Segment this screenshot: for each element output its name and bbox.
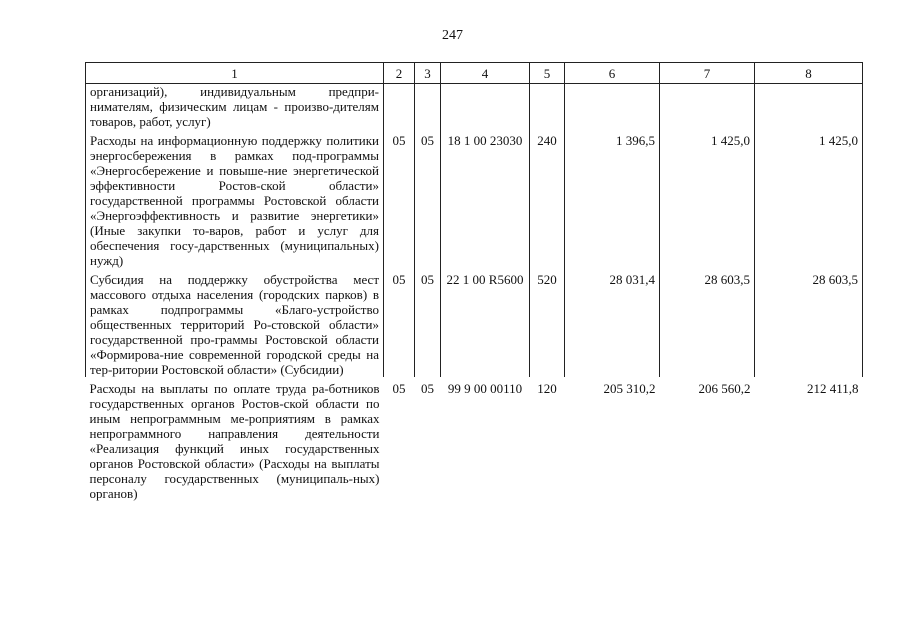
row-amount-year1: [565, 84, 660, 130]
row-amount-year1: 205 310,2: [603, 381, 656, 396]
row-section-code: 05: [392, 381, 406, 396]
row-section-code: 05: [384, 129, 415, 268]
row-subsection-code: 05: [415, 268, 441, 377]
table-row: [86, 129, 863, 268]
header-cell-4: 4: [441, 63, 530, 84]
row-amount-year1: 1 396,5: [565, 129, 660, 268]
row-section-code: 05: [384, 268, 415, 377]
row-expense-type: 520: [530, 268, 565, 377]
row-subsection-code: 05: [421, 381, 434, 396]
row-amount-year3: 1 425,0: [755, 129, 863, 268]
row-expense-type: 120: [537, 381, 557, 396]
page-number: 247: [442, 28, 463, 43]
row-description: организаций), индивидуальным предпри-нимателям, физическим лицам - произво-дителям товаров, работ, услуг): [86, 84, 384, 130]
row-target-article: 22 1 00 R5600: [441, 268, 530, 377]
header-row: [86, 63, 863, 84]
row-amount-year2: 28 603,5: [660, 268, 755, 377]
table-row: [86, 377, 863, 501]
table-row: [86, 268, 863, 377]
row-amount-year3: [755, 84, 863, 130]
row-amount-year1: 28 031,4: [565, 268, 660, 377]
row-amount-year2: [660, 84, 755, 130]
header-cell-1: 1: [86, 63, 384, 84]
header-cell-6: 6: [565, 63, 660, 84]
row-target-article: [441, 84, 530, 130]
row-expense-type: 240: [530, 129, 565, 268]
row-amount-year2: 206 560,2: [698, 381, 751, 396]
header-cell-8: 8: [755, 63, 863, 84]
row-target-article: 18 1 00 23030: [441, 129, 530, 268]
table-row: [86, 84, 863, 130]
row-subsection-code: 05: [415, 129, 441, 268]
budget-table: [85, 62, 863, 501]
row-description: Расходы на информационную поддержку политики энергосбережения в рамках под-программы «Энергосбережение и повыше-ние энергетической эффективности Ростов-ской области» государственной программы Ростовской области «Энергоэффективность и развитие энергетики» (Иные закупки то-варов, работ и услуг для обеспечения госу-дарственных (муниципальных) нужд): [86, 129, 384, 268]
header-cell-2: 2: [384, 63, 415, 84]
row-section-code: [384, 84, 415, 130]
row-description: Субсидия на поддержку обустройства мест массового отдыха населения (городских парков) в рамках подпрограммы «Благо-устройство общественных территорий Ро-стовской области» государственной про-граммы Ростовской области «Формирова-ние современной городской среды на тер-ритории Ростовской области» (Субсидии): [86, 268, 384, 377]
row-description: Расходы на выплаты по оплате труда ра-ботников государственных органов Ростов-ской области по иным непрограммным ме-роприятиям в рамках непрограммного направления деятельности «Реализация функций иных государственных органов Ростовской области» (Расходы на выплаты персоналу государственных (муниципаль-ных) органов): [89, 381, 380, 501]
row-amount-year2: 1 425,0: [660, 129, 755, 268]
header-cell-3: 3: [415, 63, 441, 84]
row-subsection-code: [415, 84, 441, 130]
row-amount-year3: 212 411,8: [806, 381, 859, 396]
row-target-article: 99 9 00 00110: [447, 381, 523, 396]
row-expense-type: [530, 84, 565, 130]
header-cell-7: 7: [660, 63, 755, 84]
row-amount-year3: 28 603,5: [755, 268, 863, 377]
header-cell-5: 5: [530, 63, 565, 84]
